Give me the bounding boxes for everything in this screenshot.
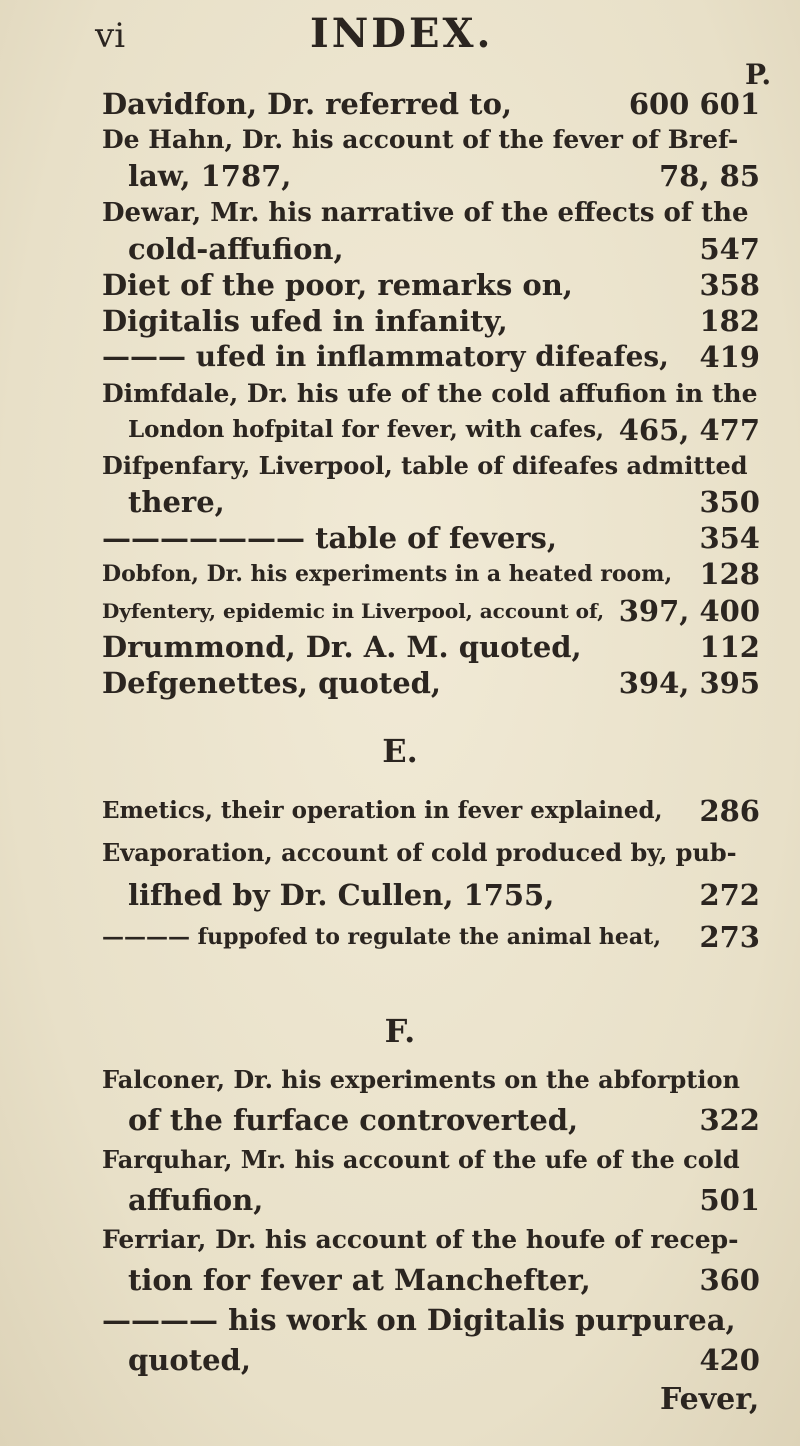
index-entry xyxy=(0,1220,800,1260)
index-entry xyxy=(0,412,800,448)
index-entry-text: affufion, xyxy=(128,1183,264,1217)
index-entry-pages: 465, 477 xyxy=(618,412,760,447)
index-entry xyxy=(0,874,800,916)
index-entry xyxy=(0,832,800,874)
index-entry-text: Digitalis ufed in infanity, xyxy=(102,304,508,339)
index-entry-pages: 397, 400 xyxy=(618,593,760,628)
index-entry xyxy=(0,593,800,629)
index-entry xyxy=(0,231,800,267)
index-entry xyxy=(0,1180,800,1220)
index-entry-text: quoted, xyxy=(128,1343,251,1377)
index-entry xyxy=(0,916,800,958)
index-entry-text: there, xyxy=(128,485,225,520)
index-entry-pages: 78, 85 xyxy=(659,159,760,194)
index-entry-text: of the furface controverted, xyxy=(128,1103,579,1137)
index-entry-pages: 394, 395 xyxy=(618,666,760,700)
index-entry xyxy=(0,629,800,665)
letter-heading-e: E. xyxy=(382,732,418,770)
index-entry-text: ———— his work on Digitalis purpurea, xyxy=(102,1303,736,1337)
index-entry-pages: 286 xyxy=(699,794,760,828)
index-entry xyxy=(0,267,800,303)
index-entry-pages: 547 xyxy=(699,231,760,266)
index-entry xyxy=(0,556,800,592)
index-entry-text: Dobfon, Dr. his experiments in a heated room, xyxy=(102,561,673,588)
index-entry-pages: 420 xyxy=(699,1343,760,1377)
index-entry-text: London hofpital for fever, with cafes, xyxy=(128,415,605,443)
index-entry-text: lifhed by Dr. Cullen, 1755, xyxy=(128,878,555,912)
index-section-d xyxy=(0,86,800,701)
page-column-heading: P. xyxy=(745,58,772,91)
index-entry-pages: 419 xyxy=(699,340,760,375)
index-entry-text: Diet of the poor, remarks on, xyxy=(102,267,573,302)
index-entry xyxy=(0,448,800,484)
page-header xyxy=(0,10,800,57)
index-entry xyxy=(0,122,800,158)
index-entry-text: cold-affufion, xyxy=(128,231,344,266)
index-entry-text: law, 1787, xyxy=(128,159,292,194)
index-entry xyxy=(0,790,800,832)
index-entry-text: Ferriar, Dr. his account of the houfe of recep- xyxy=(102,1225,739,1254)
index-entry-text: Drummond, Dr. A. M. quoted, xyxy=(102,629,582,664)
index-entry-pages: 501 xyxy=(699,1183,760,1217)
index-entry-pages: 350 xyxy=(699,485,760,520)
index-entry-text: Dewar, Mr. his narrative of the effects of the xyxy=(102,197,749,228)
index-entry xyxy=(0,303,800,339)
index-section-f xyxy=(0,1060,800,1380)
catchword: Fever, xyxy=(660,1382,760,1417)
page-number: vi xyxy=(95,16,126,56)
index-entry-pages: 182 xyxy=(699,304,760,339)
index-entry-text: De Hahn, Dr. his account of the fever of Bref- xyxy=(102,125,739,155)
index-section-e xyxy=(0,790,800,958)
index-entry xyxy=(0,1060,800,1100)
letter-heading-f: F. xyxy=(384,1012,416,1050)
index-entry-text: Difpenfary, Liverpool, table of difeafes admitted xyxy=(102,450,748,480)
index-entry xyxy=(0,1300,800,1340)
index-entry-text: ——————— table of fevers, xyxy=(102,521,557,556)
running-title: INDEX. xyxy=(310,10,494,57)
index-entry-pages: 360 xyxy=(699,1263,760,1297)
index-entry-pages: 273 xyxy=(699,920,760,954)
index-entry-pages: 358 xyxy=(699,267,760,302)
index-entry xyxy=(0,86,800,122)
index-entry xyxy=(0,339,800,375)
index-entry xyxy=(0,1140,800,1180)
index-entry xyxy=(0,520,800,556)
index-entry-text: Evaporation, account of cold produced by, pub- xyxy=(102,838,737,867)
index-entry-text: Davidfon, Dr. referred to, xyxy=(102,87,513,121)
index-entry-pages: 354 xyxy=(699,521,760,556)
index-entry-text: Emetics, their operation in fever explained, xyxy=(102,797,663,824)
index-entry-pages: 112 xyxy=(699,629,760,664)
index-entry-text: Falconer, Dr. his experiments on the abforption xyxy=(102,1065,740,1094)
index-entry-text: Dimfdale, Dr. his ufe of the cold affufion in the xyxy=(102,378,758,408)
index-entry-text: Dyfentery, epidemic in Liverpool, account of, xyxy=(102,598,605,623)
index-entry xyxy=(0,665,800,701)
index-entry xyxy=(0,1100,800,1140)
index-entry-text: tion for fever at Manchefter, xyxy=(128,1263,591,1297)
index-entry-pages: 272 xyxy=(699,878,760,912)
index-entry xyxy=(0,158,800,194)
index-entry-text: ———— fuppofed to regulate the animal heat, xyxy=(102,924,661,950)
index-entry-text: Defgenettes, quoted, xyxy=(102,666,442,700)
index-entry-pages: 128 xyxy=(699,557,760,592)
index-entry xyxy=(0,195,800,231)
index-entry-pages: 600 601 xyxy=(628,87,760,121)
index-entry-text: Farquhar, Mr. his account of the ufe of the cold xyxy=(102,1145,740,1174)
index-entry xyxy=(0,376,800,412)
index-entry-text: ——— ufed in inflammatory difeafes, xyxy=(102,340,669,374)
index-entry xyxy=(0,484,800,520)
index-entry xyxy=(0,1340,800,1380)
index-entry-pages: 322 xyxy=(699,1103,760,1137)
index-entry xyxy=(0,1260,800,1300)
